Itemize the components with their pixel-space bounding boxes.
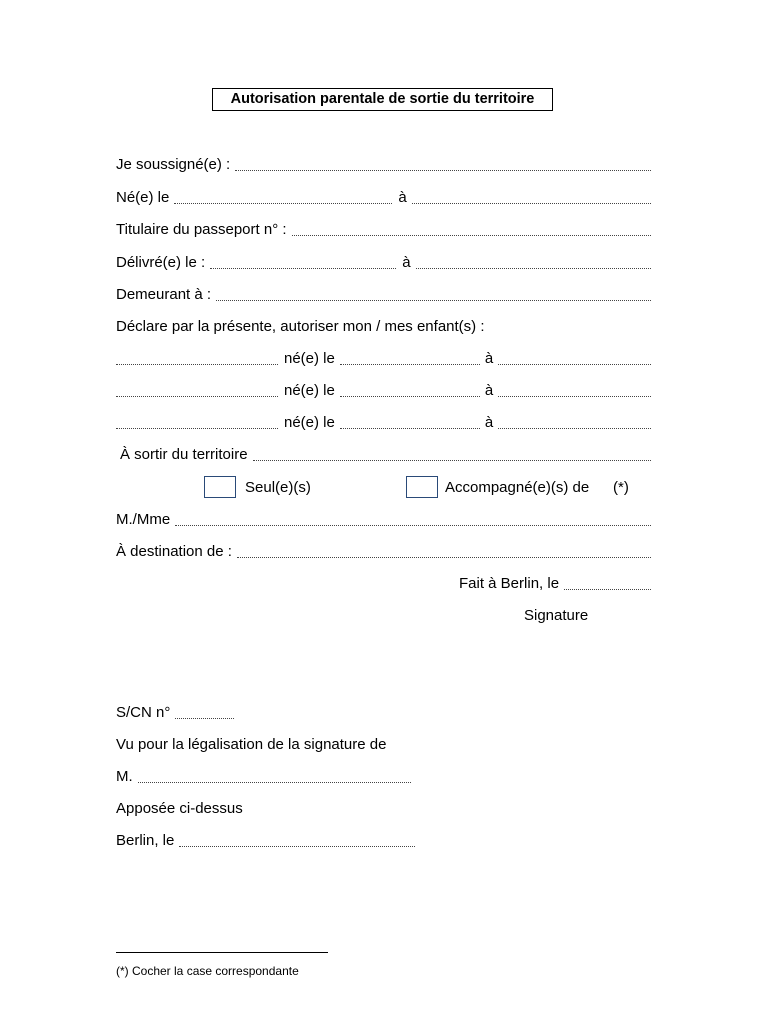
scn-row [116, 703, 234, 723]
legal-m-field[interactable] [138, 768, 411, 783]
naissance-row [116, 188, 651, 208]
child-nele-label: né(e) le [284, 350, 335, 367]
fait-row [459, 574, 651, 594]
legal-m-label: M. [116, 768, 133, 785]
child-row [116, 413, 651, 433]
soussigne-field[interactable] [235, 156, 651, 171]
apposee-row [116, 799, 651, 819]
signature-label: Signature [524, 607, 589, 624]
child-name-field[interactable] [116, 350, 278, 365]
child-a-label: à [484, 350, 494, 367]
footnote-divider [116, 952, 328, 953]
declare-row [116, 317, 651, 337]
sortir-field[interactable] [253, 446, 651, 461]
soussigne-row [116, 155, 651, 175]
footnote-text: (*) Cocher la case correspondante [116, 964, 299, 978]
lieu-naissance-field[interactable] [412, 189, 651, 204]
scn-label: S/CN n° [116, 704, 171, 721]
apposee-text: Apposée ci-dessus [116, 800, 243, 817]
soussigne-label: Je soussigné(e) : [116, 156, 231, 173]
child-date-field[interactable] [340, 382, 480, 397]
accompagnant-field[interactable] [175, 511, 651, 526]
mme-label: M./Mme [116, 511, 171, 528]
fait-date-field[interactable] [564, 575, 651, 590]
demeurant-field[interactable] [216, 286, 651, 301]
delivre-label: Délivré(e) le : [116, 254, 206, 271]
child-place-field[interactable] [498, 414, 651, 429]
accompagnant-row [116, 510, 651, 530]
berlin-row [116, 831, 415, 851]
passeport-field[interactable] [292, 221, 651, 236]
child-name-field[interactable] [116, 382, 278, 397]
document-title: Autorisation parentale de sortie du territoire [212, 88, 553, 111]
passeport-row [116, 220, 651, 240]
scn-field[interactable] [175, 704, 234, 719]
delivre-row [116, 253, 651, 273]
fait-label: Fait à Berlin, le [459, 575, 560, 592]
child-row [116, 349, 651, 369]
ne-le-label: Né(e) le [116, 189, 170, 206]
child-a-label: à [484, 414, 494, 431]
destination-label: À destination de : [116, 543, 232, 560]
child-nele-label: né(e) le [284, 382, 335, 399]
lieu-a-label: à [398, 189, 407, 206]
accompagne-checkbox[interactable] [406, 476, 438, 498]
date-delivrance-field[interactable] [210, 254, 396, 269]
sortir-label: À sortir du territoire [120, 446, 248, 463]
child-row [116, 381, 651, 401]
child-place-field[interactable] [498, 350, 651, 365]
declare-text: Déclare par la présente, autoriser mon / mes enfant(s) : [116, 318, 485, 335]
legal-m-row [116, 767, 411, 787]
child-a-label: à [484, 382, 494, 399]
child-place-field[interactable] [498, 382, 651, 397]
sortir-row [120, 445, 651, 465]
passeport-label: Titulaire du passeport n° : [116, 221, 287, 238]
child-date-field[interactable] [340, 414, 480, 429]
berlin-label: Berlin, le [116, 832, 175, 849]
lieu-delivrance-field[interactable] [416, 254, 651, 269]
footnote-marker: (*) [613, 479, 629, 496]
child-nele-label: né(e) le [284, 414, 335, 431]
demeurant-label: Demeurant à : [116, 286, 212, 303]
demeurant-row [116, 285, 651, 305]
vu-row [116, 735, 651, 755]
seul-label: Seul(e)(s) [245, 479, 311, 496]
child-date-field[interactable] [340, 350, 480, 365]
destination-row [116, 542, 651, 562]
seul-checkbox[interactable] [204, 476, 236, 498]
vu-text: Vu pour la légalisation de la signature de [116, 736, 387, 753]
child-name-field[interactable] [116, 414, 278, 429]
berlin-date-field[interactable] [179, 832, 415, 847]
destination-field[interactable] [237, 543, 651, 558]
delivre-a-label: à [402, 254, 411, 271]
accompagne-label: Accompagné(e)(s) de [445, 479, 590, 496]
date-naissance-field[interactable] [174, 189, 392, 204]
